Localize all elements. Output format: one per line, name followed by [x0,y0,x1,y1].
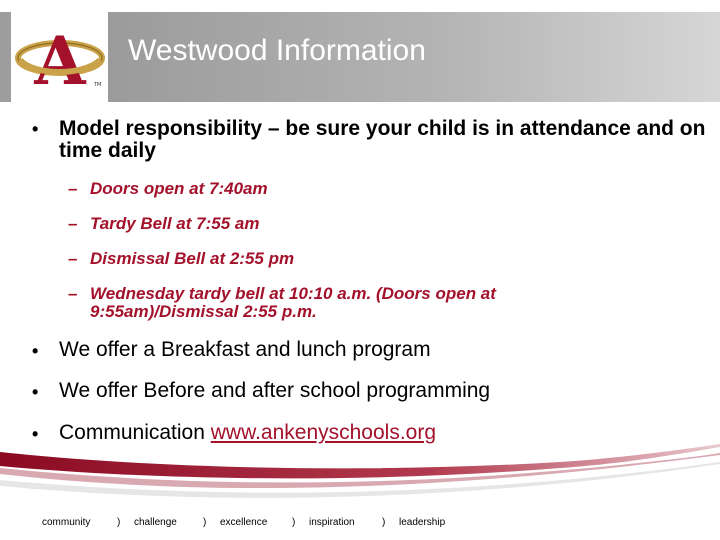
subbullet-marker: – [68,249,78,268]
bullet-marker: • [32,382,39,402]
subbullet-doors-open: Doors open at 7:40am [90,179,268,198]
footer-word-excellence: excellence [220,517,268,528]
communication-label: Communication [59,421,211,444]
subbullet-marker: – [68,284,78,303]
page-title: Westwood Information [128,34,426,67]
footer-word-challenge: challenge [134,517,177,528]
bullet-marker: • [32,341,39,361]
bullet-attendance-text: Model responsibility – be sure your child is in attendance and on time daily [59,117,706,162]
footer-word-community: community [42,517,91,528]
website-link[interactable]: www.ankenyschools.org [210,421,437,444]
footer-separator: ) [382,517,386,528]
footer-separator: ) [117,517,121,528]
footer-separator: ) [292,517,296,528]
header-left-bar [0,12,11,102]
bullet-marker: • [32,424,39,444]
logo-letter: A [34,22,86,98]
logo-trademark: TM [94,82,102,88]
subbullet-dismissal-bell: Dismissal Bell at 2:55 pm [90,249,295,268]
subbullet-tardy-bell: Tardy Bell at 7:55 am [90,214,260,233]
district-logo [14,14,106,98]
bullet-school-programming: We offer Before and after school programming [59,379,491,402]
subbullet-marker: – [68,179,78,198]
bullet-marker: • [32,119,39,139]
bullet-meal-program: We offer a Breakfast and lunch program [59,338,431,361]
subbullet-marker: – [68,214,78,233]
footer-separator: ) [203,517,207,528]
decorative-swoosh [0,440,720,510]
footer-word-leadership: leadership [399,517,446,528]
footer-word-inspiration: inspiration [309,517,355,528]
subbullet-wednesday: Wednesday tardy bell at 10:10 a.m. (Doors open at 9:55am)/Dismissal 2:55 p.m. [90,284,496,321]
